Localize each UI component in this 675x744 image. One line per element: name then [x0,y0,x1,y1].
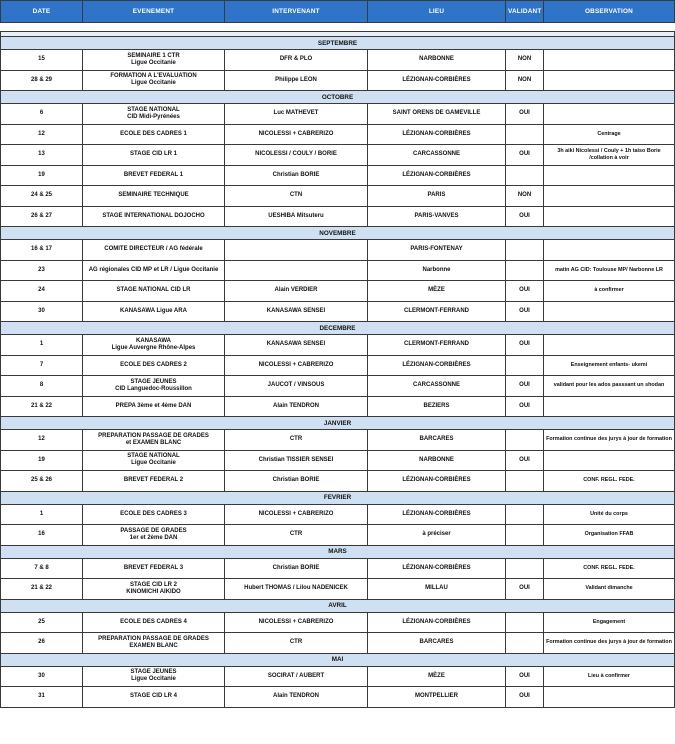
cell-validant: NON [506,186,544,207]
cell-date: 1 [1,504,83,525]
cell-intervenant: Christian BORIE [225,558,368,579]
event-title: PREPARATION PASSAGE DE GRADES [98,432,209,439]
cell-validant [506,260,544,281]
cell-validant: OUI [506,335,544,356]
cell-event [83,145,225,166]
table-row [1,70,675,91]
cell-observation [544,301,675,322]
cell-lieu: LÉZIGNAN-CORBIÈRES [368,70,506,91]
header-date: DATE [1,1,83,23]
cell-lieu: BARCARES [368,430,506,451]
cell-lieu: NARBONNE [368,450,506,471]
table-row [1,145,675,166]
month-label: NOVEMBRE [1,227,675,240]
cell-observation [544,450,675,471]
table-row [1,301,675,322]
cell-intervenant: KANASAWA SENSEI [225,301,368,322]
cell-lieu: BEZIERS [368,396,506,417]
cell-date: 12 [1,124,83,145]
cell-lieu: CLERMONT-FERRAND [368,335,506,356]
event-title: STAGE JEUNES [130,378,177,385]
cell-observation [544,70,675,91]
month-header-row [1,653,675,666]
cell-intervenant: Alain TENDRON [225,396,368,417]
calendar-body [1,23,675,708]
cell-event [83,50,225,71]
cell-validant [506,633,544,654]
event-subtitle: CID Languedoc-Roussillon [115,385,192,392]
cell-observation: validant pour les ados passsant un shodan [544,376,675,397]
month-header-row [1,417,675,430]
cell-intervenant: JAUCOT / VINSOUS [225,376,368,397]
cell-observation [544,165,675,186]
event-title: COMITE DIRECTEUR / AG fédérale [104,246,203,253]
month-label: AVRIL [1,599,675,612]
cell-event [83,301,225,322]
cell-event [83,504,225,525]
cell-lieu: MONTPELLIER [368,687,506,708]
event-title: STAGE CID LR 2 [130,581,177,588]
cell-validant: OUI [506,281,544,302]
table-row [1,687,675,708]
event-title: ECOLE DES CADRES 4 [120,618,187,625]
cell-validant: OUI [506,206,544,227]
cell-validant: OUI [506,687,544,708]
table-row [1,579,675,600]
cell-observation: Enseignement enfants- ukemi [544,355,675,376]
event-title: AG régionales CID MP et LR / Ligue Occitanie [88,266,219,273]
event-title: KANASAWA Ligue ARA [120,307,187,314]
cell-intervenant: NICOLESSI + CABRERIZO [225,124,368,145]
cell-validant [506,355,544,376]
cell-observation: Formation continue des jurys à jour de formation [544,430,675,451]
cell-event [83,687,225,708]
cell-validant: OUI [506,301,544,322]
cell-intervenant: Christian BORIE [225,165,368,186]
cell-intervenant: Christian TISSIER SENSEI [225,450,368,471]
header-validant: VALIDANT [506,1,544,23]
cell-lieu: LÉZIGNAN-CORBIÈRES [368,471,506,492]
table-row [1,471,675,492]
cell-date: 30 [1,666,83,687]
cell-validant [506,240,544,261]
table-row [1,104,675,125]
event-title: STAGE CID LR 4 [130,693,177,700]
event-subtitle: Ligue Occitanie [131,676,176,683]
cell-lieu: CLERMONT-FERRAND [368,301,506,322]
cell-validant: OUI [506,579,544,600]
event-title: STAGE JEUNES [130,669,177,676]
cell-intervenant: NICOLESSI + CABRERIZO [225,355,368,376]
table-row [1,355,675,376]
table-row [1,430,675,451]
cell-observation: CONF. REGL. FEDE. [544,558,675,579]
cell-intervenant: NICOLESSI + CABRERIZO [225,504,368,525]
cell-lieu: MÈZE [368,281,506,302]
event-subtitle: CID Midi-Pyrénées [127,113,180,120]
cell-lieu: LÉZIGNAN-CORBIÈRES [368,165,506,186]
cell-observation: Organisation FFAB [544,525,675,546]
cell-validant [506,471,544,492]
event-title: BREVET FEDERAL 1 [123,171,184,178]
table-row [1,612,675,633]
cell-intervenant: DFR & PLO [225,50,368,71]
table-row [1,504,675,525]
cell-lieu: à préciser [368,525,506,546]
cell-intervenant: Christian BORIE [225,471,368,492]
cell-observation: Unité du corps [544,504,675,525]
month-label: FEVRIER [1,491,675,504]
cell-observation: Validant dimanche [544,579,675,600]
cell-date: 23 [1,260,83,281]
table-row [1,376,675,397]
event-subtitle: EXAMEN BLANC [129,642,178,649]
header-intervenant: INTERVENANT [225,1,368,23]
table-row [1,50,675,71]
event-title: STAGE INTERNATIONAL DOJOCHO [102,212,205,219]
table-row [1,206,675,227]
cell-intervenant: Alain VERDIER [225,281,368,302]
cell-event [83,355,225,376]
cell-event [83,579,225,600]
month-header-row [1,227,675,240]
cell-event [83,104,225,125]
cell-lieu: BARCARES [368,633,506,654]
cell-observation: CONF. REGL. FEDE. [544,471,675,492]
cell-observation [544,687,675,708]
cell-observation: 3h aiki Nicolessi / Couly + 1h taiso Borie /collation à voir [544,145,675,166]
cell-observation [544,50,675,71]
cell-event [83,240,225,261]
cell-lieu: CARCASSONNE [368,376,506,397]
cell-event [83,471,225,492]
cell-date: 25 [1,612,83,633]
cell-lieu: SAINT ORENS DE GAMEVILLE [368,104,506,125]
cell-validant [506,430,544,451]
event-title: STAGE NATIONAL CID LR [116,287,191,294]
cell-validant: OUI [506,145,544,166]
month-label: DECEMBRE [1,322,675,335]
table-row [1,558,675,579]
cell-event [83,450,225,471]
cell-observation [544,396,675,417]
table-row [1,666,675,687]
event-title: PREPA 3ème et 4ème DAN [115,402,192,409]
table-row [1,396,675,417]
month-header-row [1,599,675,612]
month-label: MAI [1,653,675,666]
cell-date: 31 [1,687,83,708]
cell-date: 21 & 22 [1,396,83,417]
cell-event [83,70,225,91]
cell-date: 1 [1,335,83,356]
cell-lieu: LÉZIGNAN-CORBIÈRES [368,612,506,633]
cell-observation [544,335,675,356]
cell-intervenant: CTR [225,525,368,546]
month-header-row [1,491,675,504]
cell-lieu: CARCASSONNE [368,145,506,166]
event-title: PREPARATION PASSAGE DE GRADES [98,635,209,642]
event-subtitle: 1er et 2ème DAN [129,534,178,541]
cell-event [83,525,225,546]
cell-event [83,186,225,207]
cell-lieu: PARIS [368,186,506,207]
cell-observation: à confirmer [544,281,675,302]
cell-date: 7 & 8 [1,558,83,579]
event-title: PASSAGE DE GRADES [120,527,187,534]
table-row [1,124,675,145]
cell-intervenant: CTR [225,430,368,451]
cell-event [83,633,225,654]
cell-observation [544,104,675,125]
event-title: STAGE NATIONAL [127,453,180,460]
cell-validant [506,525,544,546]
event-title: SEMINAIRE TECHNIQUE [118,192,189,199]
cell-observation [544,206,675,227]
cell-lieu: LÉZIGNAN-CORBIÈRES [368,124,506,145]
table-row [1,335,675,356]
event-title: STAGE CID LR 1 [130,151,177,158]
cell-date: 30 [1,301,83,322]
event-title: ECOLE DES CADRES 1 [120,130,187,137]
cell-lieu: LÉZIGNAN-CORBIÈRES [368,504,506,525]
cell-intervenant: Philippe LEON [225,70,368,91]
cell-validant: NON [506,70,544,91]
cell-observation [544,186,675,207]
cell-date: 26 [1,633,83,654]
event-title: FORMATION A L'EVALUATION [110,73,197,80]
cell-event [83,430,225,451]
cell-intervenant [225,240,368,261]
cell-validant: OUI [506,396,544,417]
header-row [1,1,675,23]
header-event: EVENEMENT [83,1,225,23]
header-lieu: LIEU [368,1,506,23]
cell-date: 7 [1,355,83,376]
cell-observation: Centrage [544,124,675,145]
month-header-row [1,545,675,558]
cell-observation [544,240,675,261]
event-title: ECOLE DES CADRES 2 [120,361,187,368]
cell-intervenant: NICOLESSI / COULY / BORIE [225,145,368,166]
cell-intervenant: Hubert THOMAS / Lilou NADENICEK [225,579,368,600]
cell-validant: OUI [506,450,544,471]
cell-lieu: NARBONNE [368,50,506,71]
month-label: OCTOBRE [1,91,675,104]
month-label: JANVIER [1,417,675,430]
cell-observation: Formation continue des jurys à jour de formation [544,633,675,654]
cell-lieu: MÈZE [368,666,506,687]
month-header-row [1,37,675,50]
event-title: BREVET FEDERAL 3 [123,564,184,571]
cell-validant [506,124,544,145]
month-label: MARS [1,545,675,558]
cell-event [83,260,225,281]
cell-event [83,124,225,145]
event-subtitle: Ligue Occitanie [131,59,176,66]
cell-intervenant: CTR [225,633,368,654]
cell-date: 8 [1,376,83,397]
table-row [1,450,675,471]
cell-date: 16 [1,525,83,546]
event-title: KANASAWA [135,337,171,344]
cell-lieu: LÉZIGNAN-CORBIÈRES [368,558,506,579]
cell-date: 25 & 26 [1,471,83,492]
cell-observation: matin AG CID: Toulouse MP/ Narbonne LR [544,260,675,281]
table-row [1,260,675,281]
event-subtitle: Ligue Auvergne Rhône-Alpes [111,344,196,351]
cell-lieu: PARIS-FONTENAY [368,240,506,261]
event-subtitle: Ligue Occitanie [131,80,176,87]
cell-validant: OUI [506,666,544,687]
cell-event [83,335,225,356]
cell-event [83,165,225,186]
table-row [1,186,675,207]
table-row [1,240,675,261]
cell-intervenant: KANASAWA SENSEI [225,335,368,356]
event-title: SEMINAIRE 1 CTR [127,52,180,59]
cell-event [83,281,225,302]
cell-lieu: LÉZIGNAN-CORBIÈRES [368,355,506,376]
cell-date: 15 [1,50,83,71]
table-row [1,633,675,654]
month-label: SEPTEMBRE [1,37,675,50]
event-subtitle: KINOMICHI AIKIDO [126,588,181,595]
cell-date: 16 & 17 [1,240,83,261]
month-header-row [1,322,675,335]
cell-validant [506,558,544,579]
cell-lieu: Narbonne [368,260,506,281]
cell-event [83,396,225,417]
cell-date: 21 & 22 [1,579,83,600]
cell-validant: NON [506,50,544,71]
cell-event [83,206,225,227]
cell-intervenant [225,260,368,281]
event-subtitle: et EXAMEN BLANC [125,439,182,446]
cell-date: 12 [1,430,83,451]
table-row [1,525,675,546]
cell-date: 26 & 27 [1,206,83,227]
event-subtitle: Ligue Occitanie [131,460,176,467]
cell-date: 28 & 29 [1,70,83,91]
cell-date: 6 [1,104,83,125]
cell-event [83,376,225,397]
cell-validant: OUI [506,104,544,125]
cell-intervenant: CTN [225,186,368,207]
cell-intervenant: Luc MATHEVET [225,104,368,125]
header-observation: OBSERVATION [544,1,675,23]
cell-observation: Engagement [544,612,675,633]
event-title: ECOLE DES CADRES 3 [120,510,187,517]
spacer-row [1,23,675,32]
cell-event [83,666,225,687]
cell-event [83,612,225,633]
cell-event [83,558,225,579]
event-title: STAGE NATIONAL [127,106,180,113]
cell-date: 19 [1,450,83,471]
month-header-row [1,91,675,104]
table-row [1,281,675,302]
cell-intervenant: Alain TENDRON [225,687,368,708]
cell-lieu: MILLAU [368,579,506,600]
cell-validant [506,504,544,525]
cell-validant [506,612,544,633]
cell-date: 24 & 25 [1,186,83,207]
table-row [1,165,675,186]
cell-lieu: PARIS-VANVES [368,206,506,227]
cell-date: 24 [1,281,83,302]
cell-date: 13 [1,145,83,166]
cell-validant: OUI [506,376,544,397]
cell-intervenant: NICOLESSI + CABRERIZO [225,612,368,633]
cell-intervenant: UESHIBA Mitsuteru [225,206,368,227]
cell-observation: Lieu à confirmer [544,666,675,687]
cell-date: 19 [1,165,83,186]
cell-validant [506,165,544,186]
event-title: BREVET FEDERAL 2 [123,477,184,484]
cell-intervenant: SOCIRAT / AUBERT [225,666,368,687]
